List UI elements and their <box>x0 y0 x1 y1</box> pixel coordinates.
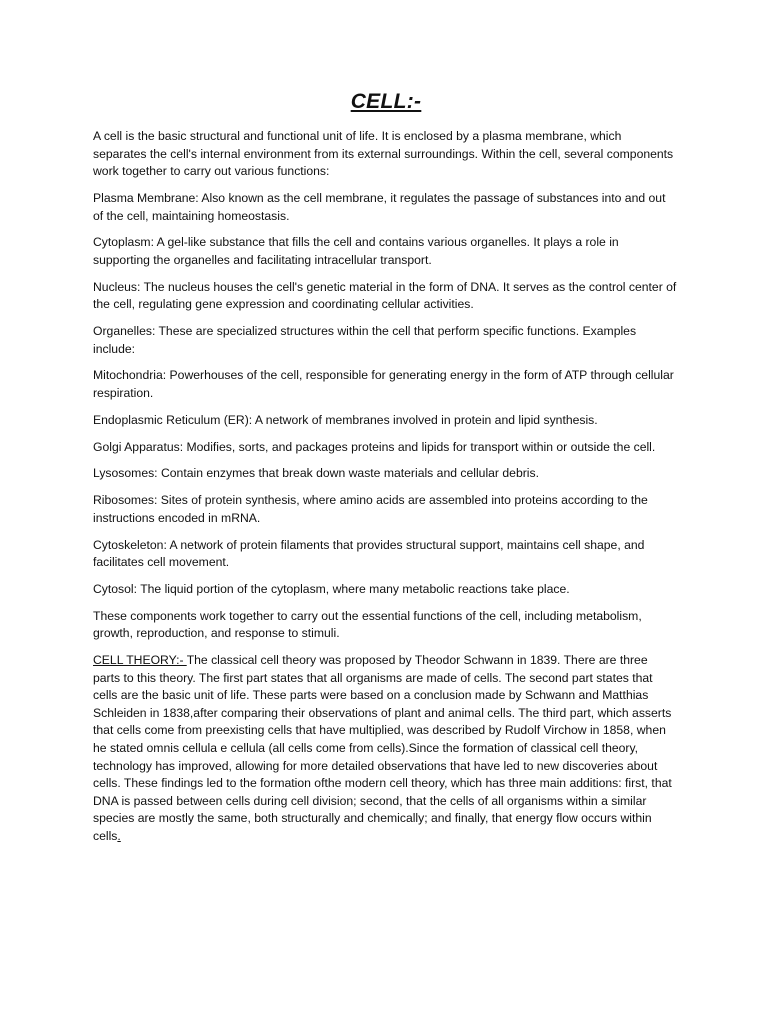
paragraph-summary: These components work together to carry out the essential functions of the cell, including metabolism, growth, reproduction, and response to stimuli. <box>93 608 642 641</box>
paragraph-cell-theory <box>93 652 678 846</box>
paragraph-nucleus: Nucleus: The nucleus houses the cell's genetic material in the form of DNA. It serves as the control center of the cell, regulating gene expression and coordinating cellular activities. <box>93 279 677 312</box>
paragraph-ribosomes: Ribosomes: Sites of protein synthesis, where amino acids are assembled into proteins according to the instructions encoded in mRNA. <box>93 493 648 525</box>
paragraph-cytoskeleton: Cytoskeleton: A network of protein filaments that provides structural support, maintains cell shape, and facilitates cell movement. <box>93 537 645 570</box>
cell-theory-heading: CELL THEORY:- <box>93 653 187 668</box>
document-body <box>93 128 678 846</box>
paragraph-golgi-apparatus: Golgi Apparatus: Modifies, sorts, and packages proteins and lipids for transport within or outside the cell. <box>93 439 656 454</box>
paragraph-cytoplasm: Cytoplasm: A gel-like substance that fills the cell and contains various organelles. It plays a role in supporting the organelles and facilitating intracellular transport. <box>93 235 619 267</box>
paragraph-endoplasmic-reticulum: Endoplasmic Reticulum (ER): A network of membranes involved in protein and lipid synthesis. <box>93 412 598 427</box>
cell-theory-end-mark: . <box>117 829 121 844</box>
page-title: CELL:- <box>350 90 422 113</box>
paragraph-cytosol: Cytosol: The liquid portion of the cytoplasm, where many metabolic reactions take place. <box>93 581 570 596</box>
cell-theory-body: The classical cell theory was proposed by Theodor Schwann in 1839. There are three parts to this theory. The first part states that all organisms are made of cells. The second part states that cells are the basic unit of life. These parts were based on a conclusion made by Schwann and Matthias Schleiden in 1838,after comparing their observations of plant and animal cells. The third part, which asserts that cells come from preexisting cells that have multiplied, was described by Rudolf Virchow in 1858, when he stated omnis cellula e cellula (all cells come from cells).Since the formation of classical cell theory, technology has improved, allowing for more detailed observations that have led to new discoveries about cells. These findings led to the formation ofthe modern cell theory, which has three main additions: first, that DNA is passed between cells during cell division; second, that the cells of all organisms within a similar species are mostly the same, both structurally and chemically; and finally, that energy flow occurs within cells <box>93 653 672 844</box>
paragraph-plasma-membrane: Plasma Membrane: Also known as the cell membrane, it regulates the passage of substances into and out of the cell, maintaining homeostasis. <box>93 190 666 223</box>
paragraph-intro: A cell is the basic structural and functional unit of life. It is enclosed by a plasma membrane, which separates the cell's internal environment from its external surroundings. Within the cell, several components work together to carry out various functions: <box>93 129 674 179</box>
paragraph-organelles: Organelles: These are specialized structures within the cell that perform specific functions. Examples include: <box>93 324 637 356</box>
paragraph-mitochondria: Mitochondria: Powerhouses of the cell, responsible for generating energy in the form of ATP through cellular respiration. <box>93 368 674 401</box>
paragraph-lysosomes: Lysosomes: Contain enzymes that break down waste materials and cellular debris. <box>93 466 539 481</box>
